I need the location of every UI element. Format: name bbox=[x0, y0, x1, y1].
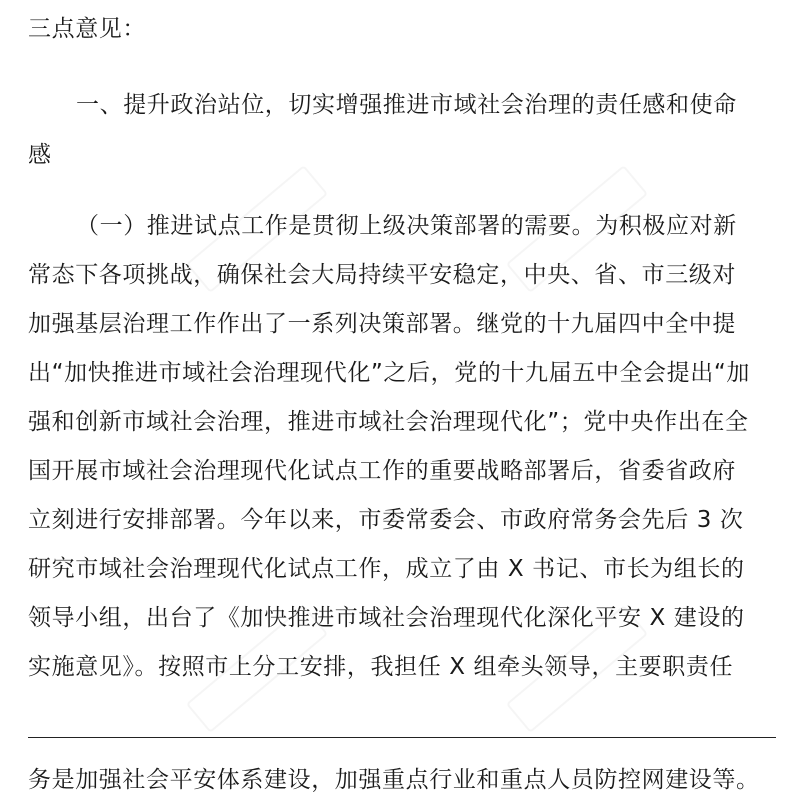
paragraph-line-4: 出“加快推进市域社会治理现代化”之后，党的十九届五中全会提出“加 bbox=[28, 360, 750, 386]
paragraph-line-11: 务是加强社会平安体系建设，加强重点行业和重点人员防控网建设等。 bbox=[28, 767, 760, 793]
paragraph-line-5: 强和创新市域社会治理，推进市域社会治理现代化”；党中央作出在全 bbox=[28, 409, 749, 435]
paragraph-line-6: 国开展市域社会治理现代化试点工作的重要战略部署后，省委省政府 bbox=[28, 458, 736, 484]
text-line-1: 三点意见： bbox=[28, 16, 146, 42]
paragraph-line-10: 实施意见》。按照市上分工安排，我担任 X 组牵头领导，主要职责任 bbox=[28, 654, 734, 680]
heading-line-1: 一、提升政治站位，切实增强推进市域社会治理的责任感和使命 bbox=[76, 92, 737, 118]
page-divider bbox=[28, 737, 776, 738]
heading-line-2: 感 bbox=[28, 142, 52, 168]
paragraph-line-8: 研究市域社会治理现代化试点工作，成立了由 X 书记、市长为组长的 bbox=[28, 556, 745, 582]
paragraph-line-3: 加强基层治理工作作出了一系列决策部署。继党的十九届四中全中提 bbox=[28, 311, 736, 337]
paragraph-line-9: 领导小组，出台了《加快推进市域社会治理现代化深化平安 X 建设的 bbox=[28, 605, 745, 631]
paragraph-line-1: （一）推进试点工作是贯彻上级决策部署的需要。为积极应对新 bbox=[76, 213, 737, 239]
paragraph-line-2: 常态下各项挑战，确保社会大局持续平安稳定，中央、省、市三级对 bbox=[28, 262, 736, 288]
paragraph-line-7: 立刻进行安排部署。今年以来，市委常委会、市政府常务会先后 3 次 bbox=[28, 507, 744, 533]
